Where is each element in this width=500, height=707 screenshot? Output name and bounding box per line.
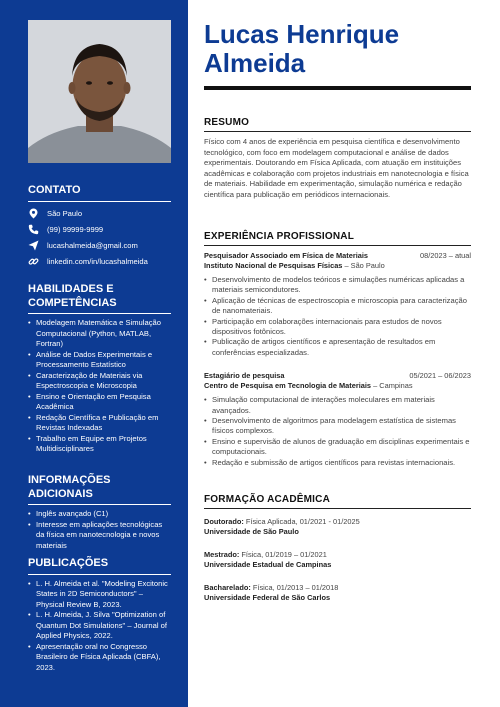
name-line-1: Lucas Henrique [204,19,400,49]
job-bullet: • Participação em colaborações internacionais para estudos de novos dispositivos fotônicos. [204,317,471,338]
education-detail: Física Aplicada, 01/2021 - 01/2025 [243,517,360,526]
job-bullets [204,395,471,468]
skill-item: • Modelagem Matemática e Simulação Computacional (Python, MATLAB, Fortran) [28,318,171,350]
education-degree: Mestrado: [204,550,240,559]
skill-item: • Caracterização de Materiais via Espectroscopia e Microscopia [28,371,171,392]
education-detail: Física, 01/2019 – 01/2021 [239,550,327,559]
job-org: Instituto Nacional de Pesquisas Físicas [204,261,343,270]
experience-section [204,231,471,468]
job-role: Estagiário de pesquisa [204,371,285,381]
phone-icon [28,224,39,235]
additional-title: INFORMAÇÕES ADICIONAIS [28,474,171,505]
contact-linkedin[interactable] [28,254,171,270]
additional-section [28,474,171,551]
name-divider [204,86,471,90]
summary-section [204,117,471,201]
additional-list [28,509,171,551]
publications-list [28,579,171,674]
contact-email-text[interactable]: lucashalmeida@gmail.com [47,241,138,250]
publications-title: PUBLICAÇÕES [28,557,171,575]
job-bullet: • Desenvolvimento de algoritmos para modelagem estatística de sistemas físicos complexos. [204,416,471,437]
skill-item: • Ensino e Orientação em Pesquisa Acadêmica [28,392,171,413]
education-degree: Doutorado: [204,517,244,526]
job-org: Centro de Pesquisa em Tecnologia de Materiais [204,381,372,391]
link-icon [28,256,39,267]
education-detail: Física, 01/2013 – 01/2018 [250,583,339,592]
job-entry [204,251,471,358]
education-title: FORMAÇÃO ACADÊMICA [204,494,471,509]
summary-text: Físico com 4 anos de experiência em pesquisa científica e desenvolvimento tecnológico, com foco em modelagem computacional e análise de dados experimentais. Doutorando em Física Aplicada, com atuação em instituições acadêmicas e colaboração com projetos industriais em nanotecnologia e física de materiais. Habilidade em experimentação, simulação numérica e redação científica para publicação em periódicos internacionais. [204,137,469,199]
skills-title: HABILIDADES E COMPETÊNCIAS [28,283,171,314]
location-pin-icon [28,208,39,219]
education-degree: Bacharelado: [204,583,251,592]
job-bullets [204,275,471,358]
job-date: 05/2021 – 06/2023 [409,371,471,381]
education-entry [204,517,471,537]
job-bullet: • Publicação de artigos científicos e apresentação de resultados em conferências especializadas. [204,337,471,358]
publication-item: • L. H. Almeida et al. "Modeling Excitonic States in 2D Semiconductors" – Physical Review B, 2023. [28,579,171,611]
skills-section [28,283,171,455]
send-icon [28,240,39,251]
education-entry [204,550,471,570]
job-bullet: • Redação e submissão de artigos científicos para revistas internacionais. [204,458,471,468]
publications-section [28,557,171,673]
job-location: – Campinas [371,381,413,391]
job-bullet: • Ensino e supervisão de alunos de graduação em disciplinas experimentais e computacionais. [204,437,471,458]
education-institution: Universidade Estadual de Campinas [204,560,332,569]
additional-item: • Interesse em aplicações tecnológicas da física em nanotecnologia e novos materiais [28,520,171,552]
publication-item: • Apresentação oral no Congresso Brasileiro de Física Aplicada (CBFA), 2023. [28,642,171,674]
education-section [204,494,471,603]
job-bullet: • Simulação computacional de interações moleculares em materiais avançados. [204,395,471,416]
contact-title: CONTATO [28,184,171,202]
sidebar [0,0,188,707]
summary-title: RESUMO [204,117,471,132]
experience-title: EXPERIÊNCIA PROFISSIONAL [204,231,471,246]
skill-item: • Trabalho em Equipe em Projetos Multidisciplinares [28,434,171,455]
contact-phone [28,222,171,238]
additional-item: • Inglês avançado (C1) [28,509,171,520]
publication-item: • L. H. Almeida, J. Silva "Optimization of Quantum Dot Simulations" – Journal of Applied Physics, 2022. [28,610,171,642]
profile-photo [28,20,171,163]
contact-section [28,184,171,270]
skill-item: • Análise de Dados Experimentais e Processamento Estatístico [28,350,171,371]
skill-item: • Redação Científica e Publicação em Revistas Indexadas [28,413,171,434]
job-date: 08/2023 – atual [420,251,471,260]
contact-location [28,206,171,222]
job-entry [204,371,471,468]
job-role: Pesquisador Associado em Física de Materiais [204,251,369,260]
skills-list [28,318,171,455]
contact-location-text: São Paulo [47,209,83,218]
contact-phone-text: (99) 99999-9999 [47,225,104,234]
contact-email[interactable] [28,238,171,254]
education-entry [204,583,471,603]
job-location: – São Paulo [342,261,385,270]
contact-linkedin-text[interactable]: linkedin.com/in/lucashalmeida [47,257,148,266]
job-bullet: • Desenvolvimento de modelos teóricos e simulações numéricas aplicadas a materiais semicondutores. [204,275,471,296]
candidate-name [204,20,474,78]
education-institution: Universidade de São Paulo [204,527,299,536]
education-institution: Universidade Federal de São Carlos [204,593,331,602]
job-bullet: • Aplicação de técnicas de espectroscopia e microscopia para caracterização de nanomateriais. [204,296,471,317]
name-line-2: Almeida [204,48,306,78]
